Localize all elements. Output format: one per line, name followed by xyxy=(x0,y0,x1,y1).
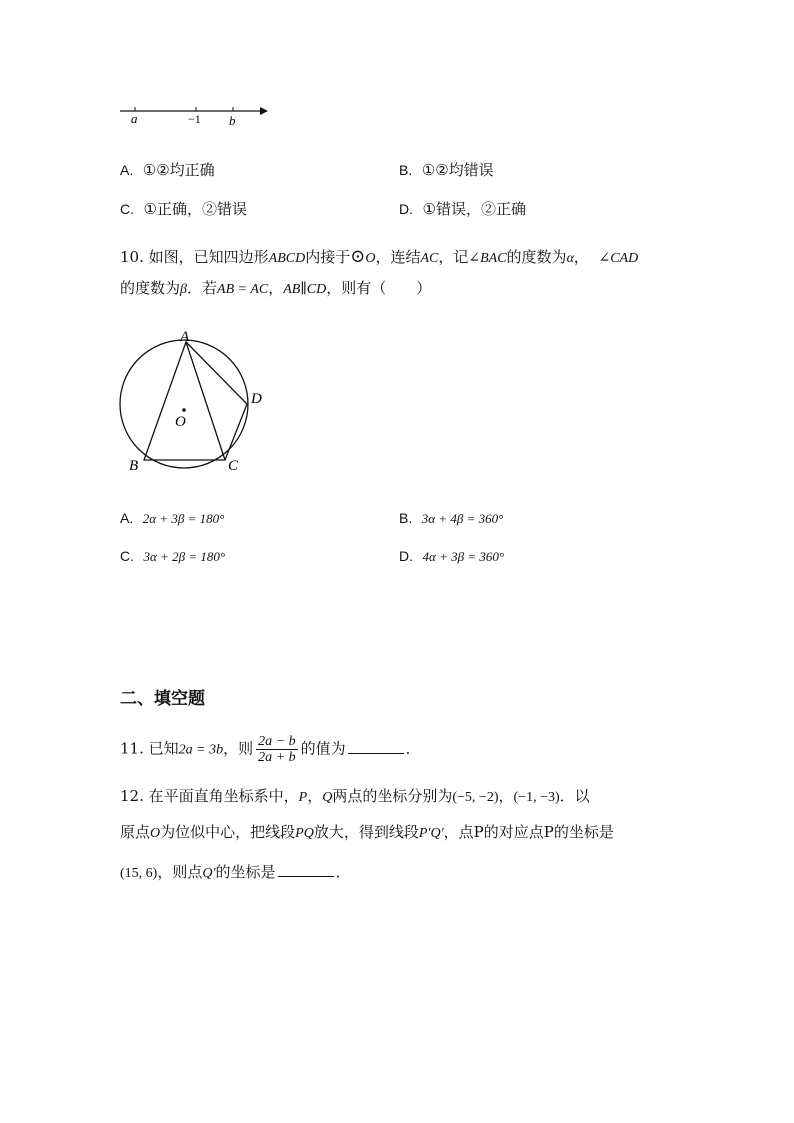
coordinate-p: (−5, −2) xyxy=(452,790,499,805)
q9-option-b[interactable] xyxy=(399,160,494,180)
beta-symbol: β xyxy=(180,282,187,297)
label-minus1: −1 xyxy=(188,112,201,126)
option-expression: 2α + 3β = 180° xyxy=(142,511,225,526)
q10-option-d[interactable] xyxy=(399,546,504,567)
q10-option-a[interactable] xyxy=(120,508,224,529)
point-q: Q xyxy=(322,790,333,805)
point-o: O xyxy=(150,826,161,841)
question-number: 12. xyxy=(120,787,144,805)
vertex-label-c: C xyxy=(228,458,239,474)
number-line-arrow xyxy=(260,107,268,115)
q12-text: ． xyxy=(335,863,351,881)
fraction-numerator: 2a − b xyxy=(258,734,296,749)
label-b: b xyxy=(229,113,236,128)
option-text: ①②均错误 xyxy=(421,161,494,179)
fraction-denominator: 2a + b xyxy=(258,750,296,765)
coordinate-q: (−1, −3) xyxy=(513,790,560,805)
option-letter: C. xyxy=(120,201,134,217)
option-expression: 3α + 4β = 360° xyxy=(421,511,504,526)
q10-text: ， xyxy=(268,279,284,297)
alpha-symbol: α xyxy=(566,251,574,266)
option-expression: 4α + 3β = 360° xyxy=(422,549,505,564)
q10-option-b[interactable] xyxy=(399,508,503,529)
diagonal-ac xyxy=(186,342,225,460)
q12-text: ， xyxy=(498,787,514,805)
question-number: 10. xyxy=(120,248,144,266)
answer-blank[interactable] xyxy=(348,739,404,754)
center-point-o xyxy=(182,408,186,412)
vertex-label-d: D xyxy=(251,391,262,407)
option-text: ①②均正确 xyxy=(142,161,215,179)
fraction xyxy=(256,734,297,765)
q12-text: ，点P的对应点P的坐标是 xyxy=(443,823,614,841)
center-label-o: O xyxy=(175,414,186,430)
q10-text: 的度数为 xyxy=(120,279,181,297)
condition-ab-ac: AB = AC xyxy=(217,282,269,297)
q12-text: 的坐标是 xyxy=(215,863,276,881)
q12-text: ．以 xyxy=(559,787,590,805)
q12-text: 原点 xyxy=(120,823,151,841)
q12-stem-line2 xyxy=(120,822,614,844)
angle-cad: ∠CAD xyxy=(598,251,639,266)
coordinate-p-prime: (15, 6) xyxy=(120,866,158,881)
segment-pq-prime: P′Q′ xyxy=(418,826,444,841)
point-q-prime: Q′ xyxy=(202,866,216,881)
circle-name: O xyxy=(365,251,376,266)
label-a: a xyxy=(131,111,138,126)
q10-option-c[interactable] xyxy=(120,546,225,567)
option-letter: B. xyxy=(399,162,413,178)
q10-stem-line1 xyxy=(120,246,638,269)
quadrilateral-abcd xyxy=(144,342,247,460)
q11-text: ，则 xyxy=(223,739,254,758)
q10-text: ， xyxy=(573,248,589,266)
q10-text: 内接于 xyxy=(305,248,351,266)
q9-option-d[interactable] xyxy=(399,199,526,219)
circle-quadrilateral-figure xyxy=(112,325,272,475)
angle-bac: ∠BAC xyxy=(468,251,507,266)
option-letter: B. xyxy=(399,510,413,526)
q10-stem-line2 xyxy=(120,278,431,300)
q9-option-a[interactable] xyxy=(120,160,215,180)
q12-stem-line3 xyxy=(120,862,351,884)
q10-text: 如图，已知四边形 xyxy=(148,248,269,266)
option-letter: D. xyxy=(399,548,413,564)
segment-pq: PQ xyxy=(295,826,314,841)
point-p: P xyxy=(298,790,308,805)
q12-text: 放大，得到线段 xyxy=(313,823,419,841)
quad-name: ABCD xyxy=(268,251,306,266)
q12-stem-line1 xyxy=(120,786,590,808)
condition-2a-3b: 2a = 3b xyxy=(178,742,224,758)
q9-option-c[interactable] xyxy=(120,199,247,219)
section-heading: 二、填空题 xyxy=(120,689,205,709)
q12-text: 在平面直角坐标系中， xyxy=(148,787,299,805)
number-line-figure xyxy=(118,100,268,130)
q10-text: ，则有（ ） xyxy=(326,279,432,297)
vertex-label-b: B xyxy=(129,458,139,474)
q12-text: ，则点 xyxy=(157,863,203,881)
option-text: ①错误，②正确 xyxy=(422,200,526,218)
segment-ac: AC xyxy=(420,251,439,266)
circle-symbol: ⊙ xyxy=(350,246,366,266)
option-letter: A. xyxy=(120,510,134,526)
answer-blank[interactable] xyxy=(278,862,334,877)
q12-text: 两点的坐标分别为 xyxy=(332,787,453,805)
q10-text: 的度数为 xyxy=(506,248,567,266)
question-number: 11. xyxy=(120,739,144,758)
q11-text: 的值为 xyxy=(300,739,346,758)
option-letter: C. xyxy=(120,548,134,564)
q11-stem xyxy=(120,734,421,765)
condition-ab-parallel-cd: AB∥CD xyxy=(283,282,327,297)
option-expression: 3α + 2β = 180° xyxy=(143,549,226,564)
q10-text: ，连结 xyxy=(375,248,421,266)
q12-text: 为位似中心，把线段 xyxy=(160,823,296,841)
option-letter: D. xyxy=(399,201,413,217)
q11-text: ． xyxy=(405,739,421,758)
q10-text: ，记 xyxy=(438,248,469,266)
vertex-label-a: A xyxy=(180,329,190,345)
option-text: ①正确，②错误 xyxy=(143,200,247,218)
option-letter: A. xyxy=(120,162,134,178)
q11-text: 已知 xyxy=(148,739,179,758)
q10-text: ．若 xyxy=(187,279,218,297)
q12-text: ， xyxy=(307,787,323,805)
